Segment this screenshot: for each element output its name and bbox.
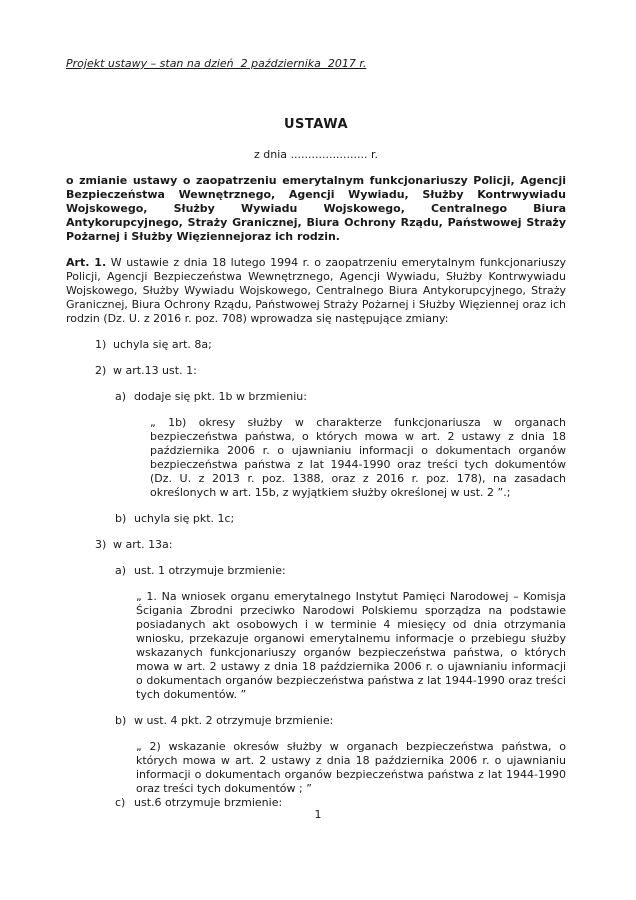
document-title: USTAWA — [283, 117, 349, 132]
list-item-marker: a) — [115, 390, 127, 403]
list-item-3b — [66, 714, 566, 728]
draft-status-note: Projekt ustawy – stan na dzień 2 października 2017 r. — [66, 57, 367, 70]
list-item-text: ust.6 otrzymuje brzmienie: — [134, 796, 283, 809]
list-item-2a — [66, 390, 566, 404]
list-item-3a — [66, 564, 566, 578]
page-number: 1 — [314, 808, 322, 821]
list-item-text: dodaje się pkt. 1b w brzmieniu: — [134, 390, 307, 403]
list-item-marker: 2) — [95, 364, 107, 377]
list-item-3 — [66, 538, 566, 552]
list-item-2b — [66, 512, 566, 526]
date-placeholder-line: z dnia ...................... r. — [254, 148, 378, 161]
list-item-marker: b) — [115, 714, 127, 727]
list-item-marker: a) — [115, 564, 127, 577]
list-item-text: uchyla się art. 8a; — [113, 338, 212, 351]
list-item-2 — [66, 364, 566, 378]
list-item-text: w ust. 4 pkt. 2 otrzymuje brzmienie: — [134, 714, 334, 727]
document-content — [66, 0, 566, 810]
list-item-text: w art.13 ust. 1: — [113, 364, 197, 377]
quoted-provision-1b: „ 1b) okresy służby w charakterze funkcjonariusza w organach bezpieczeństwa państwa, o których mowa w art. 2 ustawy z dnia 18 października 2006 r. o ujawnianiu informacji o dokumentach organów bezpieczeństwa państwa z lat 1944-1990 oraz treści tych dokumentów (Dz. U. z 2013 r. poz. 1388, oraz z 2016 r. poz. 178), na zasadach określonych w art. 15b, z wyjątkiem służby określonej w ust. 2 ”.; — [150, 416, 566, 499]
list-item-marker: b) — [115, 512, 127, 525]
list-item-text: w art. 13a: — [113, 538, 173, 551]
list-item-marker: 3) — [95, 538, 107, 551]
quoted-provision-pkt2: „ 2) wskazanie okresów służby w organach bezpieczeństwa państwa, o których mowa w art. 2 ustawy z dnia 18 października 2006 r. o ujawnianiu informacji o dokumentach organów bezpieczeństwa państwa z lat 1944-1990 oraz treści tych dokumentów ; ” — [136, 740, 566, 795]
quoted-provision-ust1: „ 1. Na wniosek organu emerytalnego Instytut Pamięci Narodowej – Komisja Ścigania Zbrodni przeciwko Narodowi Polskiemu sporządza na podstawie posiadanych akt osobowych i w terminie 4 miesięcy od dnia otrzymania wniosku, przekazuje organowi emerytalnemu informacje o przebiegu służby wskazanych funkcjonariuszy organów bezpieczeństwa państwa, o których mowa w art. 2 ustawy z dnia 18 października 2006 r. o ujawnianiu informacji o dokumentach organów bezpieczeństwa państwa z lat 1944-1990 oraz treści tych dokumentów. ” — [136, 590, 566, 701]
list-item-text: uchyla się pkt. 1c; — [134, 512, 235, 525]
list-item-1 — [66, 338, 566, 352]
article-1-paragraph — [66, 256, 566, 326]
list-item-text: ust. 1 otrzymuje brzmienie: — [134, 564, 286, 577]
list-item-marker: c) — [115, 796, 126, 809]
list-item-marker: 1) — [95, 338, 107, 351]
article-1-intro: W ustawie z dnia 18 lutego 1994 r. o zaopatrzeniu emerytalnym funkcjonariuszy Policji, Agencji Bezpieczeństwa Wewnętrznego, Agencji Wywiadu, Służby Kontrwywiadu Wojskowego, Służby Wywiadu Wojskowego, Centralnego Biura Antykorupcyjnego, Straży Granicznej, Biura Ochrony Rządu, Państwowej Straży Pożarnej i Służby Więziennej oraz ich rodzin (Dz. U. z 2016 r. poz. 708) wprowadza się następujące zmiany: — [66, 256, 566, 325]
article-1-label: Art. 1. — [66, 256, 107, 269]
act-subject-paragraph: o zmianie ustawy o zaopatrzeniu emerytalnym funkcjonariuszy Policji, Agencji Bezpieczeństwa Wewnętrznego, Agencji Wywiadu, Służby Kontrwywiadu Wojskowego, Służby Wywiadu Wojskowego, Centralnego Biura Antykorupcyjnego, Straży Granicznej, Biura Ochrony Rządu, Państwowej Straży Pożarnej i Służby Więziennejoraz ich rodzin. — [66, 174, 566, 243]
